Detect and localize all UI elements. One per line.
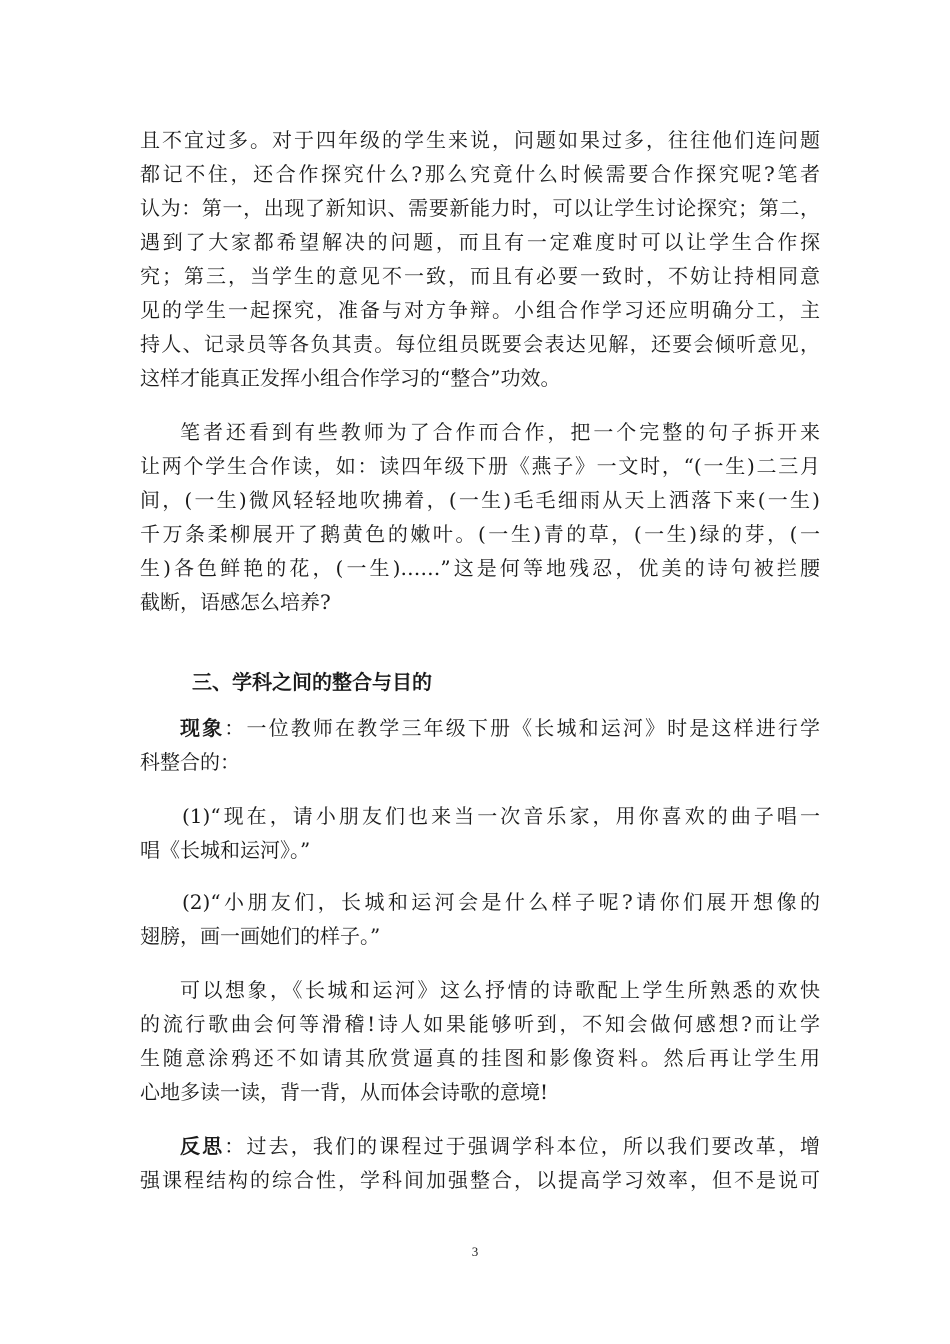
reflection-line-1	[180, 1134, 820, 1158]
reflection-lead: 反思	[180, 1134, 225, 1158]
paragraph-2-line: 千万条柔柳展开了鹅黄色的嫩叶。(一生)青的草，(一生)绿的芽，(一	[140, 522, 820, 546]
paragraph-1-line: 这样才能真正发挥小组合作学习的“整合”功效。	[140, 366, 561, 390]
paragraph-1-line: 且不宜过多。对于四年级的学生来说，问题如果过多，往往他们连问题	[140, 128, 820, 152]
list-item-2-line: (2)“小朋友们，长城和运河会是什么样子呢?请你们展开想像的	[182, 890, 820, 914]
phenomenon-line-1	[180, 716, 820, 740]
paragraph-2-line: 生)各色鲜艳的花，(一生)……”这是何等地残忍，优美的诗句被拦腰	[140, 556, 820, 580]
paragraph-3-line: 心地多读一读，背一背，从而体会诗歌的意境!	[140, 1080, 549, 1104]
paragraph-3-line: 的流行歌曲会何等滑稽!诗人如果能够听到，不知会做何感想?而让学	[140, 1012, 820, 1036]
paragraph-2-line: 截断，语感怎么培养?	[140, 590, 331, 614]
paragraph-2-line: 笔者还看到有些教师为了合作而合作，把一个完整的句子拆开来	[180, 420, 820, 444]
paragraph-3-line: 可以想象，《长城和运河》这么抒情的诗歌配上学生所熟悉的欢快	[180, 978, 820, 1002]
phenomenon-line-2: 科整合的：	[140, 750, 240, 774]
paragraph-1-line: 见的学生一起探究，准备与对方争辩。小组合作学习还应明确分工，主	[140, 298, 820, 322]
list-item-1-line: 唱《长城和运河》。”	[140, 838, 311, 862]
paragraph-1-line: 持人、记录员等各负其责。每位组员既要会表达见解，还要会倾听意见，	[140, 332, 820, 356]
paragraph-1-line: 认为：第一，出现了新知识、需要新能力时，可以让学生讨论探究；第二，	[140, 196, 820, 220]
paragraph-3-line: 生随意涂鸦还不如请其欣赏逼真的挂图和影像资料。然后再让学生用	[140, 1046, 820, 1070]
list-item-2-line: 翅膀，画一画她们的样子。”	[140, 924, 381, 948]
phenomenon-text: ：一位教师在教学三年级下册《长城和运河》时是这样进行学	[224, 716, 821, 740]
list-item-1-line: (1)“现在，请小朋友们也来当一次音乐家，用你喜欢的曲子唱一	[182, 804, 820, 828]
reflection-line-2: 强课程结构的综合性，学科间加强整合，以提高学习效率，但不是说可	[140, 1168, 820, 1192]
paragraph-1-line: 究；第三，当学生的意见不一致，而且有必要一致时，不妨让持相同意	[140, 264, 820, 288]
paragraph-1-line: 遇到了大家都希望解决的问题，而且有一定难度时可以让学生合作探	[140, 230, 820, 254]
page-number: 3	[471, 1244, 479, 1259]
phenomenon-lead: 现象	[180, 716, 225, 740]
reflection-text: ：过去，我们的课程过于强调学科本位，所以我们要改革，增	[224, 1134, 821, 1158]
paragraph-2-line: 间，(一生)微风轻轻地吹拂着，(一生)毛毛细雨从天上洒落下来(一生)	[140, 488, 820, 512]
paragraph-1-line: 都记不住，还合作探究什么?那么究竟什么时候需要合作探究呢?笔者	[140, 162, 820, 186]
paragraph-2-line: 让两个学生合作读，如：读四年级下册《燕子》一文时，“(一生)二三月	[140, 454, 820, 478]
section-heading: 三、学科之间的整合与目的	[192, 670, 432, 694]
